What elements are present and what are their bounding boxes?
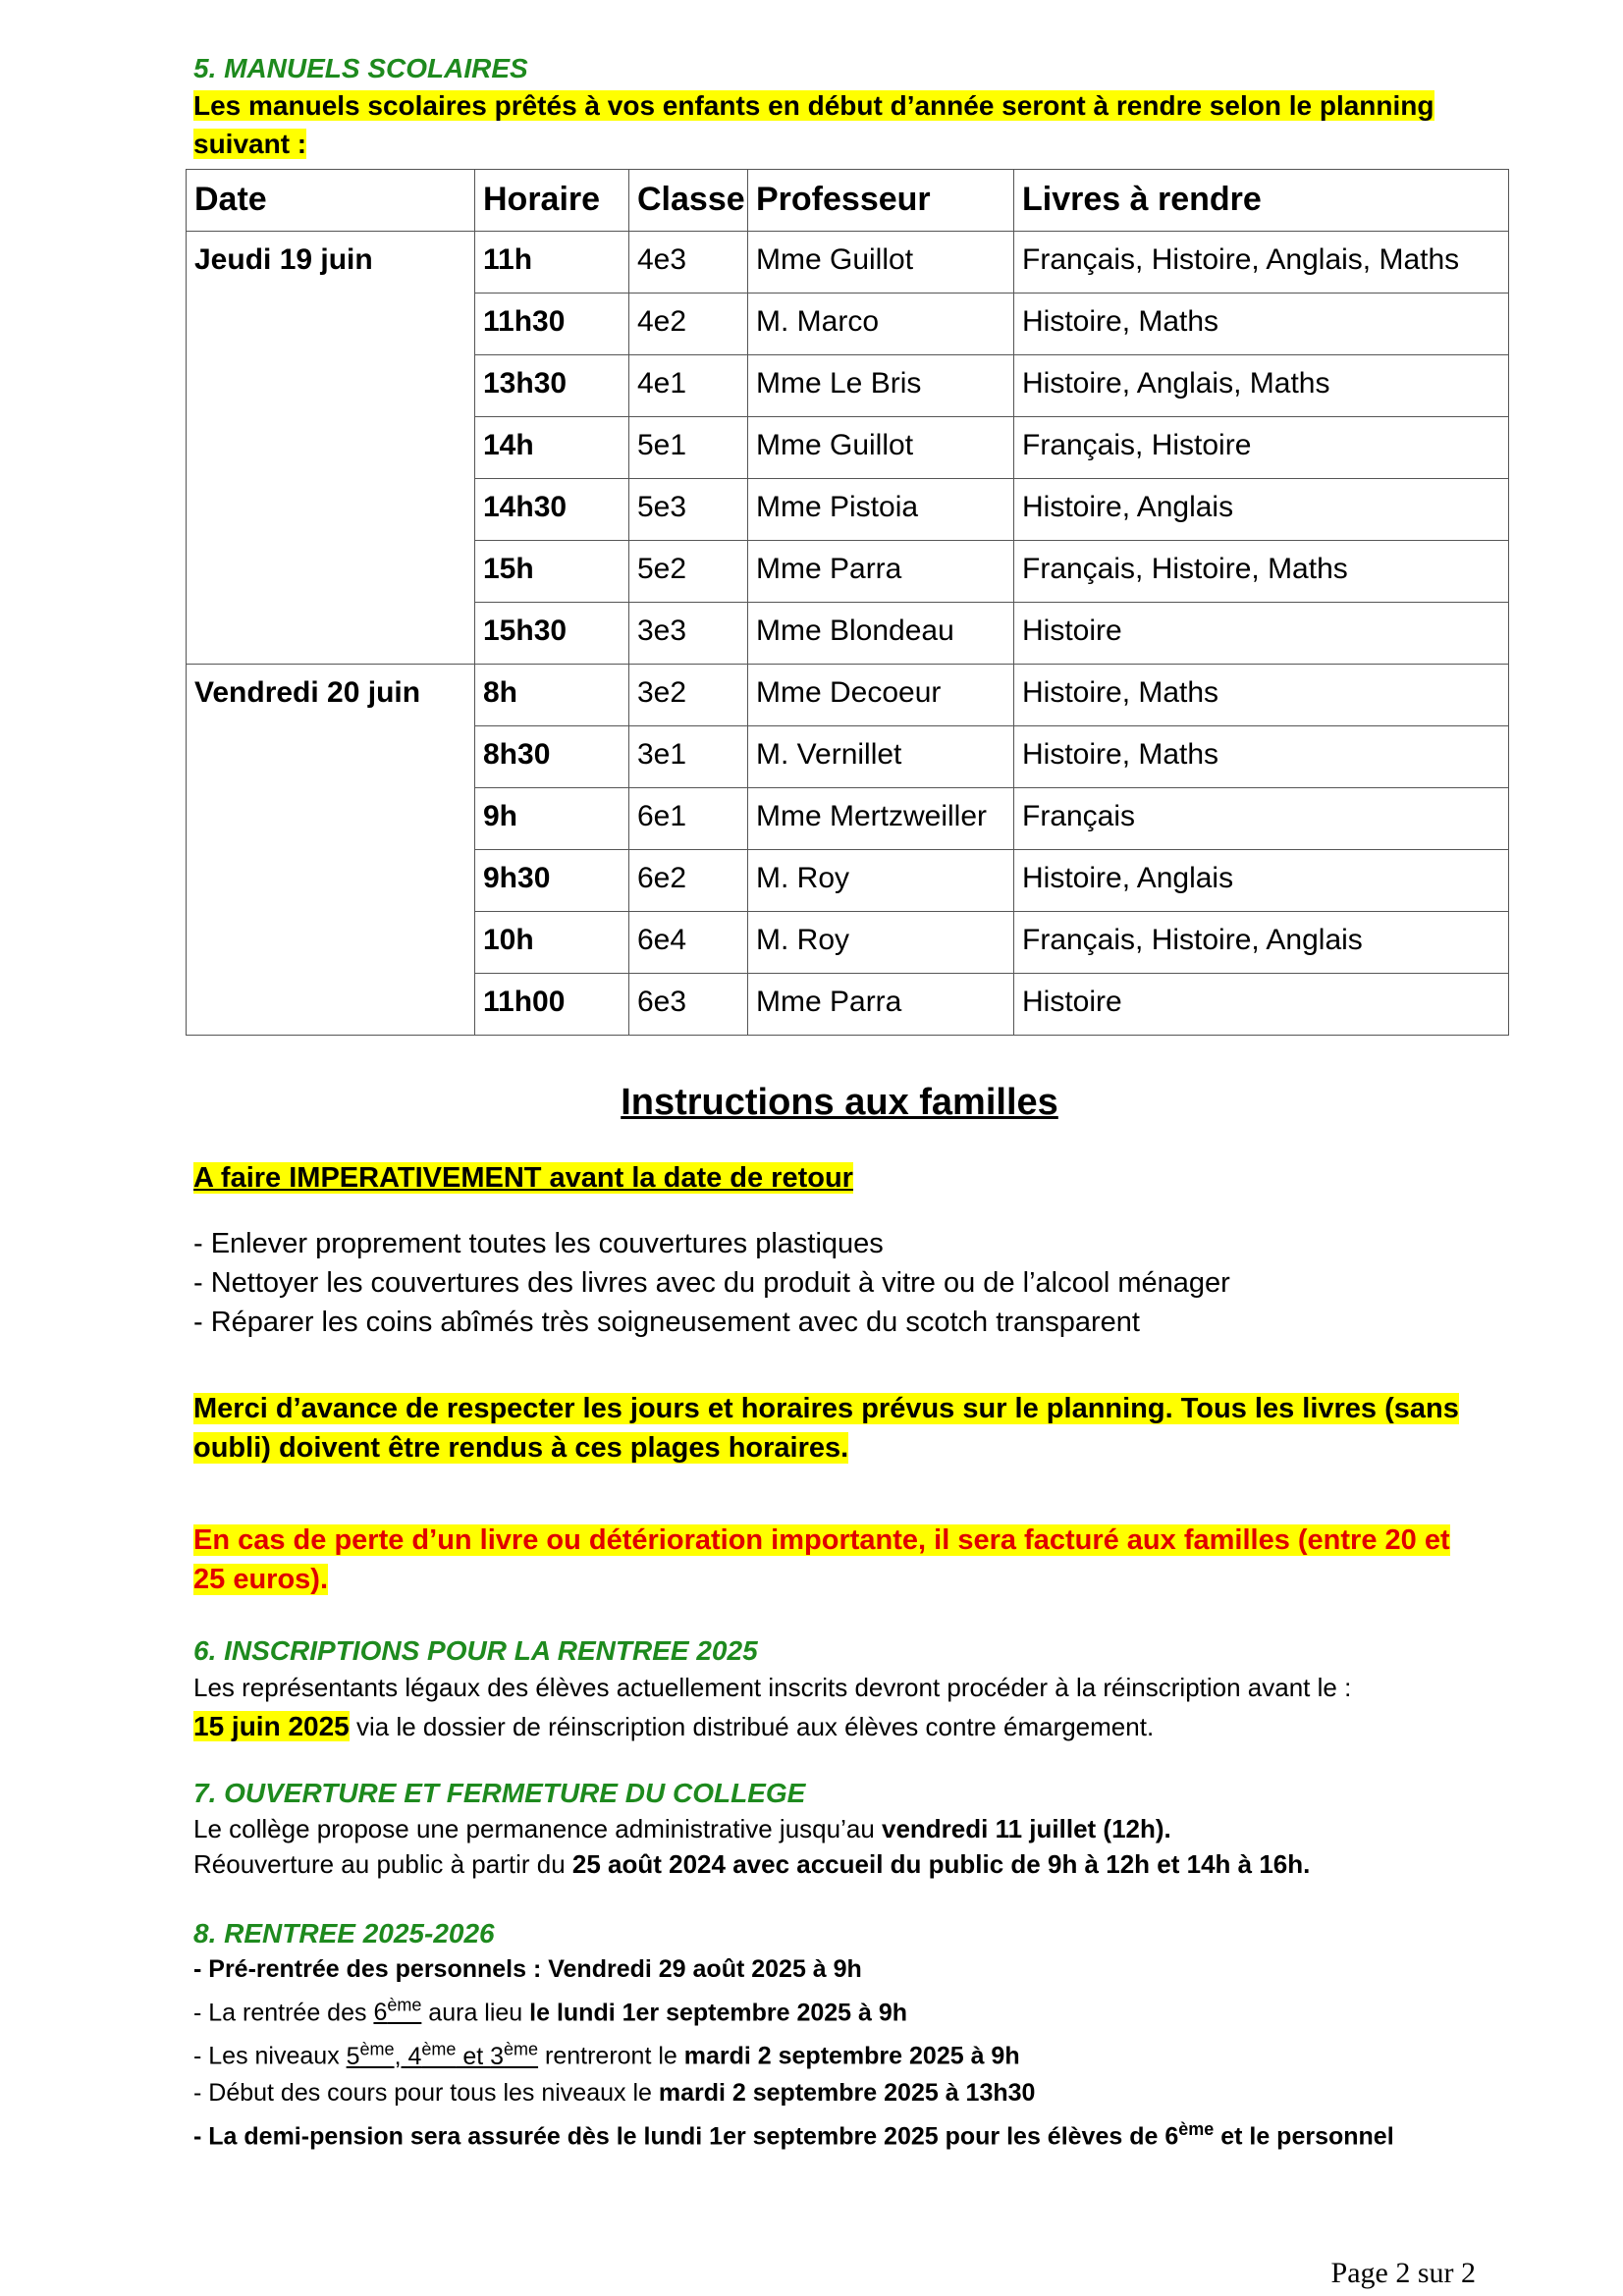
row-prof: M. Marco [748,294,1014,355]
table-row [187,232,1509,294]
row-books: Histoire, Maths [1014,726,1509,788]
row-prof: Mme Guillot [748,417,1014,479]
level-6-sup: ème [387,1996,422,2015]
document-page [193,51,1486,2150]
l2-bold: le lundi 1er septembre 2025 à 9h [529,1999,908,2027]
row-class: 3e3 [629,603,748,665]
section6-line2-rest: via le dossier de réinscription distribué aux élèves contre émargement. [349,1712,1155,1741]
section7-line2-bold: 25 août 2024 avec accueil du public de 9h à 12h et 14h à 16h. [571,1849,1311,1879]
demi-pension-line [193,2111,1486,2155]
row-class: 6e2 [629,850,748,912]
row-time: 11h00 [475,974,629,1036]
merci-line1: Merci d’avance de respecter les jours et horaires prévus sur le planning. Tous les livres (sans [193,1393,1459,1424]
section5-intro [193,86,1486,163]
l4-text: - Début des cours pour tous les niveaux le [193,2078,659,2107]
row-time: 10h [475,912,629,974]
row-class: 6e4 [629,912,748,974]
planning-table [186,169,1509,1036]
section7-line1-bold: vendredi 11 juillet (12h). [882,1814,1171,1843]
row-prof: M. Roy [748,912,1014,974]
perte-line1: En cas de perte d’un livre ou détérioration importante, il sera facturé aux familles (entre 20 et [193,1524,1450,1556]
section5-title: 5. MANUELS SCOLAIRES [193,53,528,83]
l3-bold: mardi 2 septembre 2025 à 9h [683,2042,1020,2070]
row-time: 14h [475,417,629,479]
row-time: 11h30 [475,294,629,355]
section7-line1-text: Le collège propose une permanence administrative jusqu’au [193,1814,882,1843]
level-4-sup: ème [421,2039,457,2059]
list-item: - Réparer les coins abîmés très soigneusement avec du scotch transparent [193,1307,1140,1338]
row-time: 9h30 [475,850,629,912]
section8-lines [193,1951,1486,2155]
pre-rentree-line: - Pré-rentrée des personnels : Vendredi 29 août 2025 à 9h [193,1955,862,1983]
row-prof: Mme Pistoia [748,479,1014,541]
section7-title: 7. OUVERTURE ET FERMETURE DU COLLEGE [193,1778,806,1808]
instructions-list [193,1224,1486,1342]
section6-line2 [193,1707,1486,1746]
section6-line1: Les représentants légaux des élèves actuellement inscrits devront procéder à la réinscription avant le : [193,1673,1352,1702]
section7-line2 [193,1846,1486,1882]
row-books: Français, Histoire, Anglais [1014,912,1509,974]
header-livres: Livres à rendre [1014,170,1509,232]
row-class: 4e3 [629,232,748,294]
date-vendredi: Vendredi 20 juin [187,665,475,1036]
row-prof: M. Roy [748,850,1014,912]
level-5-sup: ème [359,2039,395,2059]
row-prof: M. Vernillet [748,726,1014,788]
intro-line1: Les manuels scolaires prêtés à vos enfants en début d’année seront à rendre selon le planning [193,90,1434,121]
header-classe: Classe [629,170,748,232]
debut-cours-line [193,2075,1486,2111]
merci-line2: oubli) doivent être rendus à ces plages horaires. [193,1432,849,1464]
row-time: 15h30 [475,603,629,665]
row-class: 4e2 [629,294,748,355]
row-class: 6e3 [629,974,748,1036]
level-5-num: 5 [346,2042,360,2070]
row-books: Histoire, Anglais, Maths [1014,355,1509,417]
row-prof: Mme Guillot [748,232,1014,294]
header-professeur: Professeur [748,170,1014,232]
section7-line1 [193,1811,1486,1846]
row-time: 9h [475,788,629,850]
section6-title: 6. INSCRIPTIONS POUR LA RENTREE 2025 [193,1635,758,1666]
levels-underlined [346,2039,539,2070]
table-row [187,665,1509,726]
rentree-6eme-line [193,1988,1486,2031]
l2-text-b: aura lieu [421,1999,530,2027]
level-6 [373,1996,422,2027]
row-books: Histoire, Anglais [1014,850,1509,912]
row-time: 13h30 [475,355,629,417]
row-prof: Mme Mertzweiller [748,788,1014,850]
intro-line2: suivant : [193,129,307,159]
level-4-num: 4 [407,2042,422,2070]
section7 [193,1776,1486,1882]
l5-sup: ème [1178,2118,1215,2139]
row-books: Histoire, Anglais [1014,479,1509,541]
row-class: 4e1 [629,355,748,417]
section7-line2-text: Réouverture au public à partir du [193,1849,572,1879]
level-3-sup: ème [504,2039,539,2059]
row-class: 3e2 [629,665,748,726]
row-books: Français [1014,788,1509,850]
row-books: Français, Histoire, Maths [1014,541,1509,603]
section8 [193,1916,1486,2155]
row-prof: Mme Le Bris [748,355,1014,417]
row-books: Histoire, Maths [1014,665,1509,726]
row-time: 8h30 [475,726,629,788]
row-time: 8h [475,665,629,726]
perte-paragraph [193,1521,1486,1599]
date-jeudi: Jeudi 19 juin [187,232,475,665]
page-number: Page 2 sur 2 [1330,2257,1476,2289]
row-books: Français, Histoire, Anglais, Maths [1014,232,1509,294]
l3-text: - Les niveaux [193,2042,347,2070]
section8-title: 8. RENTREE 2025-2026 [193,1918,495,1949]
table-header-row [187,170,1509,232]
row-time: 14h30 [475,479,629,541]
row-books: Histoire, Maths [1014,294,1509,355]
row-books: Histoire [1014,603,1509,665]
l2-text: - La rentrée des [193,1999,374,2027]
rentree-niveaux-line [193,2031,1486,2074]
l3-text-b: rentreront le [538,2042,684,2070]
level-3-num: 3 [490,2042,505,2070]
l5-text: - La demi-pension sera assurée dès le lundi 1er septembre 2025 pour les élèves de 6 [193,2121,1179,2150]
row-class: 5e2 [629,541,748,603]
l3-sep2: et [456,2042,491,2070]
row-time: 11h [475,232,629,294]
section6 [193,1633,1486,1746]
reinscription-date: 15 juin 2025 [193,1711,350,1741]
header-date: Date [187,170,475,232]
imperative-text: A faire IMPERATIVEMENT avant la date de retour [193,1162,853,1194]
perte-line2: 25 euros). [193,1564,328,1595]
list-item: - Enlever proprement toutes les couvertures plastiques [193,1228,884,1259]
row-prof: Mme Parra [748,541,1014,603]
l3-sep1: , [394,2042,408,2070]
row-prof: Mme Parra [748,974,1014,1036]
l5-text-b: et le personnel [1214,2121,1394,2150]
row-class: 6e1 [629,788,748,850]
row-prof: Mme Blondeau [748,603,1014,665]
level-6-num: 6 [373,1999,388,2027]
row-time: 15h [475,541,629,603]
header-horaire: Horaire [475,170,629,232]
imperative-line [193,1158,1486,1198]
row-class: 5e3 [629,479,748,541]
l4-bold: mardi 2 septembre 2025 à 13h30 [658,2078,1036,2107]
merci-paragraph [193,1389,1486,1468]
row-prof: Mme Decoeur [748,665,1014,726]
row-books: Français, Histoire [1014,417,1509,479]
list-item: - Nettoyer les couvertures des livres avec du produit à vitre ou de l’alcool ménager [193,1267,1230,1299]
row-class: 3e1 [629,726,748,788]
row-books: Histoire [1014,974,1509,1036]
row-class: 5e1 [629,417,748,479]
instructions-title: Instructions aux familles [621,1082,1058,1123]
